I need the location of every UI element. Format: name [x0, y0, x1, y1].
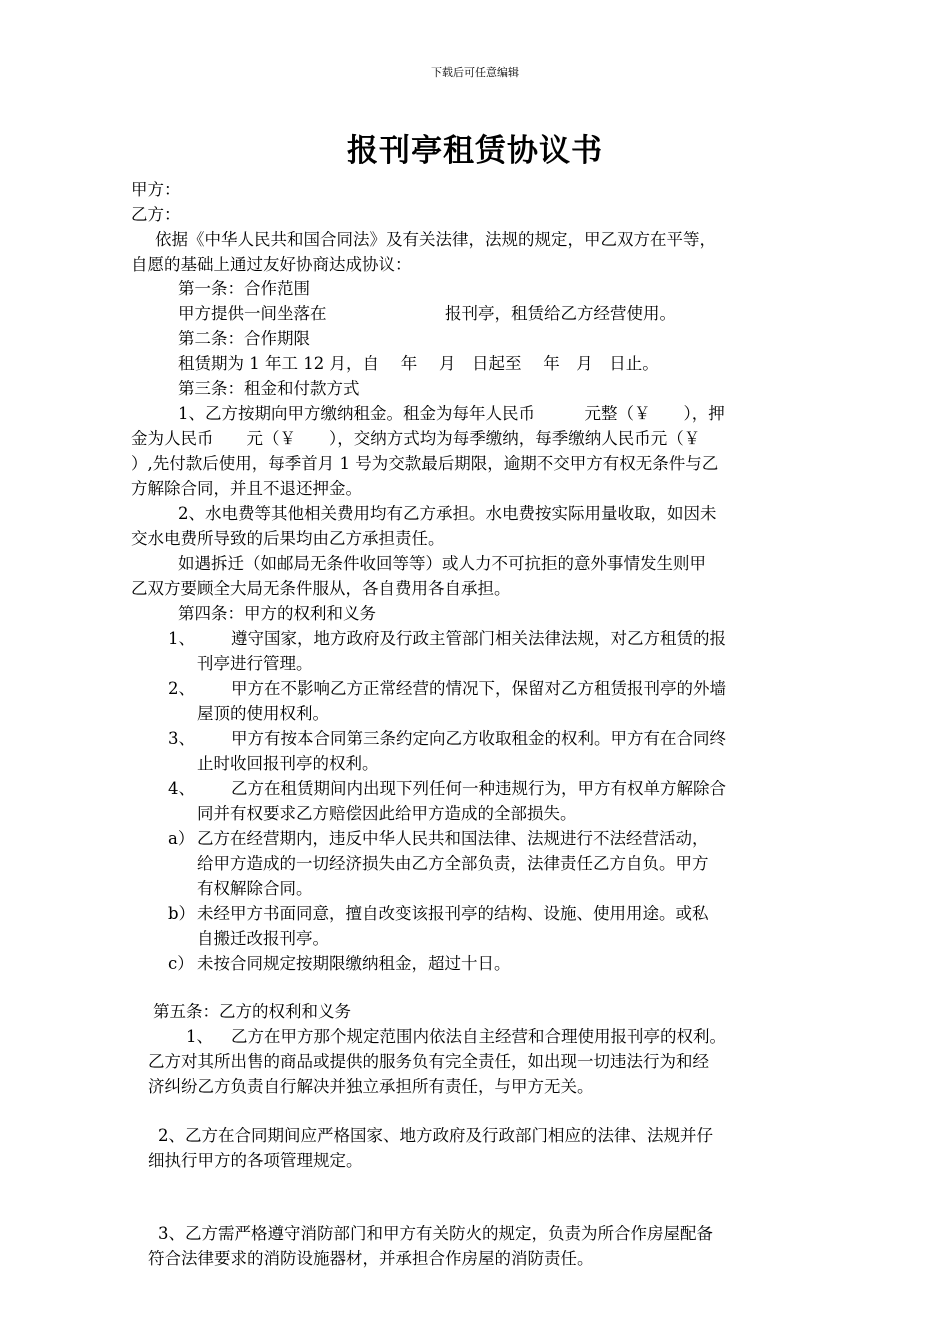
list-item-line: 刊亭进行管理。: [197, 654, 313, 673]
article-2-term: 租赁期为 1 年工 12 月，自 年 月 日起至 年 月 日止。: [178, 354, 659, 373]
list-item-line: 同并有权要求乙方赔偿因此给甲方造成的全部损失。: [197, 804, 577, 823]
paragraph-line: 2、乙方在合同期间应严格国家、地方政府及行政部门相应的法律、法规并仔: [158, 1126, 713, 1145]
sub-item-mark: c）: [168, 954, 194, 973]
list-number: 2、: [168, 679, 195, 698]
list-item-line: 屋顶的使用权利。: [197, 704, 329, 723]
sub-item-mark: b）: [168, 904, 196, 923]
list-item-line: 乙方在租赁期间内出现下列任何一种违规行为，甲方有权单方解除合: [231, 779, 726, 798]
sub-item-line: 自搬迁改报刊亭。: [197, 929, 329, 948]
sub-item-line: 未按合同规定按期限缴纳租金，超过十日。: [197, 954, 511, 973]
sub-item-line: 未经甲方书面同意，擅自改变该报刊亭的结构、设施、使用用途。或私: [197, 904, 709, 923]
article-5-heading: 第五条：乙方的权利和义务: [153, 1002, 351, 1021]
list-number: 1、: [168, 629, 195, 648]
list-item-line: 遵守国家，地方政府及行政主管部门相关法律法规，对乙方租赁的报: [231, 629, 726, 648]
paragraph-line: 乙方对其所出售的商品或提供的服务负有完全责任，如出现一切违法行为和经: [148, 1052, 709, 1071]
article-1-heading: 第一条：合作范围: [178, 279, 310, 298]
paragraph-line: ）,先付款后使用，每季首月 1 号为交款最后期限，逾期不交甲方有权无条件与乙: [131, 454, 719, 473]
paragraph-line: 方解除合同，并且不退还押金。: [131, 479, 362, 498]
list-item-line: 止时收回报刊亭的权利。: [197, 754, 379, 773]
party-b-label: 乙方：: [131, 205, 181, 224]
list-number: 1、: [186, 1027, 213, 1046]
party-a-label: 甲方：: [131, 180, 181, 199]
paragraph-line: 1、乙方按期向甲方缴纳租金。租金为每年人民币 元整（￥ ），押: [178, 404, 725, 423]
header-note: 下载后可任意编辑: [431, 66, 519, 79]
sub-item-mark: a）: [168, 829, 195, 848]
article-1-text-b: 报刊亭，租赁给乙方经营使用。: [445, 304, 676, 323]
intro-line: 自愿的基础上通过友好协商达成协议：: [131, 255, 412, 274]
article-4-heading: 第四条：甲方的权利和义务: [178, 604, 376, 623]
sub-item-line: 给甲方造成的一切经济损失由乙方全部负责，法律责任乙方自负。甲方: [197, 854, 709, 873]
article-1-text-a: 甲方提供一间坐落在: [178, 304, 327, 323]
paragraph-line: 细执行甲方的各项管理规定。: [148, 1151, 363, 1170]
sub-item-line: 有权解除合同。: [197, 879, 313, 898]
list-number: 3、: [168, 729, 195, 748]
paragraph-line: 2、水电费等其他相关费用均有乙方承担。水电费按实际用量收取，如因未: [178, 504, 717, 523]
paragraph-line: 乙双方要顾全大局无条件服从，各自费用各自承担。: [131, 579, 511, 598]
paragraph-line: 如遇拆迁（如邮局无条件收回等等）或人力不可抗拒的意外事情发生则甲: [178, 554, 706, 573]
sub-item-line: 乙方在经营期内，违反中华人民共和国法律、法规进行不法经营活动，: [197, 829, 709, 848]
paragraph-line: 金为人民币 元（￥ ），交纳方式均为每季缴纳，每季缴纳人民币元（￥: [131, 429, 701, 448]
paragraph-line: 交水电费所导致的后果均由乙方承担责任。: [131, 529, 445, 548]
list-number: 4、: [168, 779, 195, 798]
list-item-line: 甲方有按本合同第三条约定向乙方收取租金的权利。甲方有在合同终: [231, 729, 726, 748]
document-title: 报刊亭租赁协议书: [347, 133, 603, 169]
article-3-heading: 第三条：租金和付款方式: [178, 379, 360, 398]
paragraph-line: 3、乙方需严格遵守消防部门和甲方有关防火的规定，负责为所合作房屋配备: [158, 1224, 713, 1243]
paragraph-line: 符合法律要求的消防设施器材，并承担合作房屋的消防责任。: [148, 1249, 594, 1268]
intro-line: 依据《中华人民共和国合同法》及有关法律，法规的规定，甲乙双方在平等，: [155, 230, 716, 249]
article-2-heading: 第二条：合作期限: [178, 329, 310, 348]
paragraph-line: 乙方在甲方那个规定范围内依法自主经营和合理使用报刊亭的权利。: [231, 1027, 726, 1046]
paragraph-line: 济纠纷乙方负责自行解决并独立承担所有责任，与甲方无关。: [148, 1077, 594, 1096]
list-item-line: 甲方在不影响乙方正常经营的情况下，保留对乙方租赁报刊亭的外墙: [231, 679, 726, 698]
